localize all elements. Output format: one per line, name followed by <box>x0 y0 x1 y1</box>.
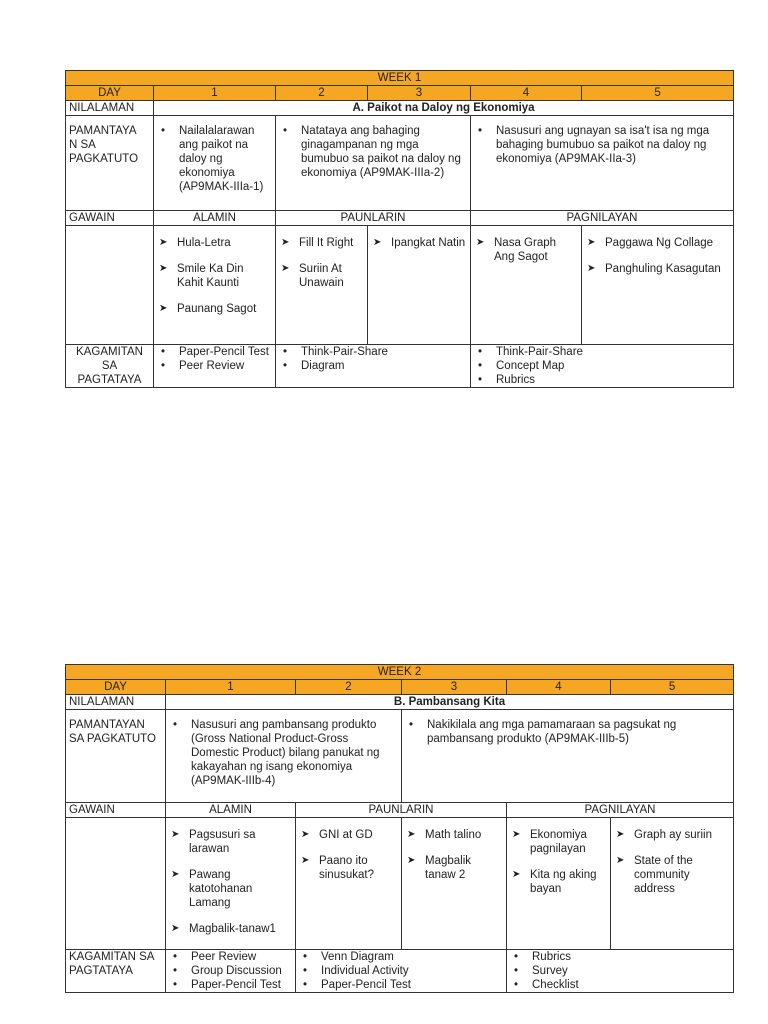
week1-paunlarin-a-cell <box>276 226 368 345</box>
week1-nilalaman-label: NILALAMAN <box>66 101 154 116</box>
list-item: ➤ Paunang Sagot <box>157 302 272 316</box>
week2-paunlarin-b-cell <box>402 818 507 950</box>
list-item: • Nailalalarawan ang paikot na daloy ng ekonomiya (AP9MAK-IIIa-1) <box>157 124 272 194</box>
week2-day-label: DAY <box>66 680 166 695</box>
week1-kagamitan-cell <box>471 345 734 388</box>
week2-phase-pagnilayan: PAGNILAYAN <box>507 803 734 818</box>
week2-activities-label <box>66 818 166 950</box>
list-item: ➤ Graph ay suriin <box>614 828 730 842</box>
week1-title: WEEK 1 <box>66 71 734 86</box>
week2-table <box>65 664 734 993</box>
week1-title-row <box>66 71 734 86</box>
week1-pagnilayan-b-cell <box>582 226 734 345</box>
week2-pamantayan-row <box>66 710 734 803</box>
list-item: ➤ Kita ng aking bayan <box>510 868 607 896</box>
list-item: ➤ Nasa Graph Ang Sagot <box>474 236 578 264</box>
week2-nilalaman-row <box>66 695 734 710</box>
list-item: • Checklist <box>510 978 730 992</box>
week1-paunlarin-b-cell <box>368 226 471 345</box>
week2-alamin-cell <box>166 818 296 950</box>
list-item: • Natataya ang bahaging ginagampanan ng mga bumubuo sa paikot na daloy ng ekonomiya (AP9MAK-IIIa-2) <box>279 124 467 180</box>
week2-day-5: 5 <box>611 680 734 695</box>
week1-nilalaman-row <box>66 101 734 116</box>
week2-nilalaman-label: NILALAMAN <box>66 695 166 710</box>
list-item: • Nasusuri ang pambansang produkto (Gross National Product-Gross Domestic Product) bilang panukat ng kakayahan ng isang ekonomiya (AP9MAK-IIIb-4) <box>169 718 398 788</box>
week2-kagamitan-cell <box>166 950 296 993</box>
list-item: • Concept Map <box>474 359 730 373</box>
week1-pagnilayan-a-cell <box>471 226 582 345</box>
list-item: • Diagram <box>279 359 467 373</box>
week2-day-2: 2 <box>296 680 402 695</box>
week1-kagamitan-label <box>66 345 154 388</box>
week1-day-2: 2 <box>276 86 368 101</box>
week1-day-3: 3 <box>368 86 471 101</box>
week1-pamantayan-cell <box>154 116 276 211</box>
week2-pamantayan-label-line: SA PAGKATUTO <box>69 733 156 745</box>
list-item: ➤ Fill It Right <box>279 236 364 250</box>
week1-gawain-label: GAWAIN <box>66 211 154 226</box>
week2-title: WEEK 2 <box>66 665 734 680</box>
week1-pamantayan-label-line: PAGKATUTO <box>69 153 139 165</box>
week2-kagamitan-label-line: KAGAMITAN SA <box>69 951 155 963</box>
week2-day-3: 3 <box>402 680 507 695</box>
week2-phase-paunlarin: PAUNLARIN <box>296 803 507 818</box>
list-item: • Rubrics <box>474 373 730 387</box>
week1-kagamitan-label-line: PAGTATAYA <box>77 374 142 386</box>
week2-pagnilayan-a-cell <box>507 818 611 950</box>
list-item: ➤ State of the community address <box>614 854 730 896</box>
week2-day-row <box>66 680 734 695</box>
week2-title-row <box>66 665 734 680</box>
list-item: • Think-Pair-Share <box>474 345 730 359</box>
week1-kagamitan-cell <box>276 345 471 388</box>
list-item: • Paper-Pencil Test <box>169 978 292 992</box>
week1-kagamitan-cell <box>154 345 276 388</box>
week2-gawain-label: GAWAIN <box>66 803 166 818</box>
week1-day-5: 5 <box>582 86 734 101</box>
week1-kagamitan-label-line: KAGAMITAN <box>76 346 143 358</box>
week2-kagamitan-cell <box>507 950 734 993</box>
week1-activities-row <box>66 226 734 345</box>
list-item: ➤ Pagsusuri sa larawan <box>169 828 292 856</box>
list-item: ➤ Magbalik-tanaw1 <box>169 922 292 936</box>
week2-pamantayan-label <box>66 710 166 803</box>
week1-day-label: DAY <box>66 86 154 101</box>
week2-pagnilayan-b-cell <box>611 818 734 950</box>
week2-kagamitan-row <box>66 950 734 993</box>
list-item: • Individual Activity <box>299 964 503 978</box>
list-item: ➤ Ekonomiya pagnilayan <box>510 828 607 856</box>
list-item: • Venn Diagram <box>299 950 503 964</box>
week1-day-4: 4 <box>471 86 582 101</box>
week2-activities-row <box>66 818 734 950</box>
week2-nilalaman: B. Pambansang Kita <box>166 695 734 710</box>
week1-table <box>65 70 734 388</box>
list-item: ➤ Paggawa Ng Collage <box>585 236 730 250</box>
week1-day-row <box>66 86 734 101</box>
list-item: ➤ Ipangkat Natin <box>371 236 467 250</box>
list-item: ➤ Pawang katotohanan Lamang <box>169 868 292 910</box>
week2-pamantayan-cell <box>402 710 734 803</box>
list-item: • Survey <box>510 964 730 978</box>
list-item: ➤ Math talino <box>405 828 503 842</box>
list-item: ➤ Smile Ka Din Kahit Kaunti <box>157 262 272 290</box>
week1-phase-pagnilayan: PAGNILAYAN <box>471 211 734 226</box>
list-item: ➤ GNI at GD <box>299 828 398 842</box>
list-item: • Rubrics <box>510 950 730 964</box>
week1-phase-alamin: ALAMIN <box>154 211 276 226</box>
list-item: ➤ Panghuling Kasagutan <box>585 262 730 276</box>
week1-kagamitan-row <box>66 345 734 388</box>
list-item: ➤ Paano ito sinusukat? <box>299 854 398 882</box>
week2-day-4: 4 <box>507 680 611 695</box>
week1-pamantayan-label-line: PAMANTAYA <box>69 125 137 137</box>
week2-gawain-row <box>66 803 734 818</box>
week1-nilalaman: A. Paikot na Daloy ng Ekonomiya <box>154 101 734 116</box>
week1-day-1: 1 <box>154 86 276 101</box>
week2-paunlarin-a-cell <box>296 818 402 950</box>
week1-alamin-cell <box>154 226 276 345</box>
week2-kagamitan-label <box>66 950 166 993</box>
list-item: • Peer Review <box>157 359 272 373</box>
list-item: • Paper-Pencil Test <box>157 345 272 359</box>
list-item: • Group Discussion <box>169 964 292 978</box>
week1-pamantayan-cell <box>471 116 734 211</box>
week1-pamantayan-cell <box>276 116 471 211</box>
week1-pamantayan-label-line: N SA <box>69 139 96 151</box>
week1-pamantayan-label <box>66 116 154 211</box>
list-item: ➤ Hula-Letra <box>157 236 272 250</box>
week2-day-1: 1 <box>166 680 296 695</box>
list-item: • Think-Pair-Share <box>279 345 467 359</box>
week1-pamantayan-row <box>66 116 734 211</box>
list-item: • Nasusuri ang ugnayan sa isa't isa ng mga bahaging bumubuo sa paikot na daloy ng ekonomiya (AP9MAK-IIa-3) <box>474 124 730 166</box>
list-item: • Nakikilala ang mga pamamaraan sa pagsukat ng pambansang produkto (AP9MAK-IIIb-5) <box>405 718 730 746</box>
week1-kagamitan-label-line: SA <box>101 360 118 372</box>
week1-phase-paunlarin: PAUNLARIN <box>276 211 471 226</box>
week2-kagamitan-label-line: PAGTATAYA <box>69 965 133 977</box>
list-item: ➤ Magbalik tanaw 2 <box>405 854 503 882</box>
list-item: • Peer Review <box>169 950 292 964</box>
week2-pamantayan-cell <box>166 710 402 803</box>
week1-gawain-row <box>66 211 734 226</box>
week2-kagamitan-cell <box>296 950 507 993</box>
week2-pamantayan-label-line: PAMANTAYAN <box>69 719 145 731</box>
week2-phase-alamin: ALAMIN <box>166 803 296 818</box>
week1-activities-label <box>66 226 154 345</box>
list-item: ➤ Suriin At Unawain <box>279 262 364 290</box>
list-item: • Paper-Pencil Test <box>299 978 503 992</box>
